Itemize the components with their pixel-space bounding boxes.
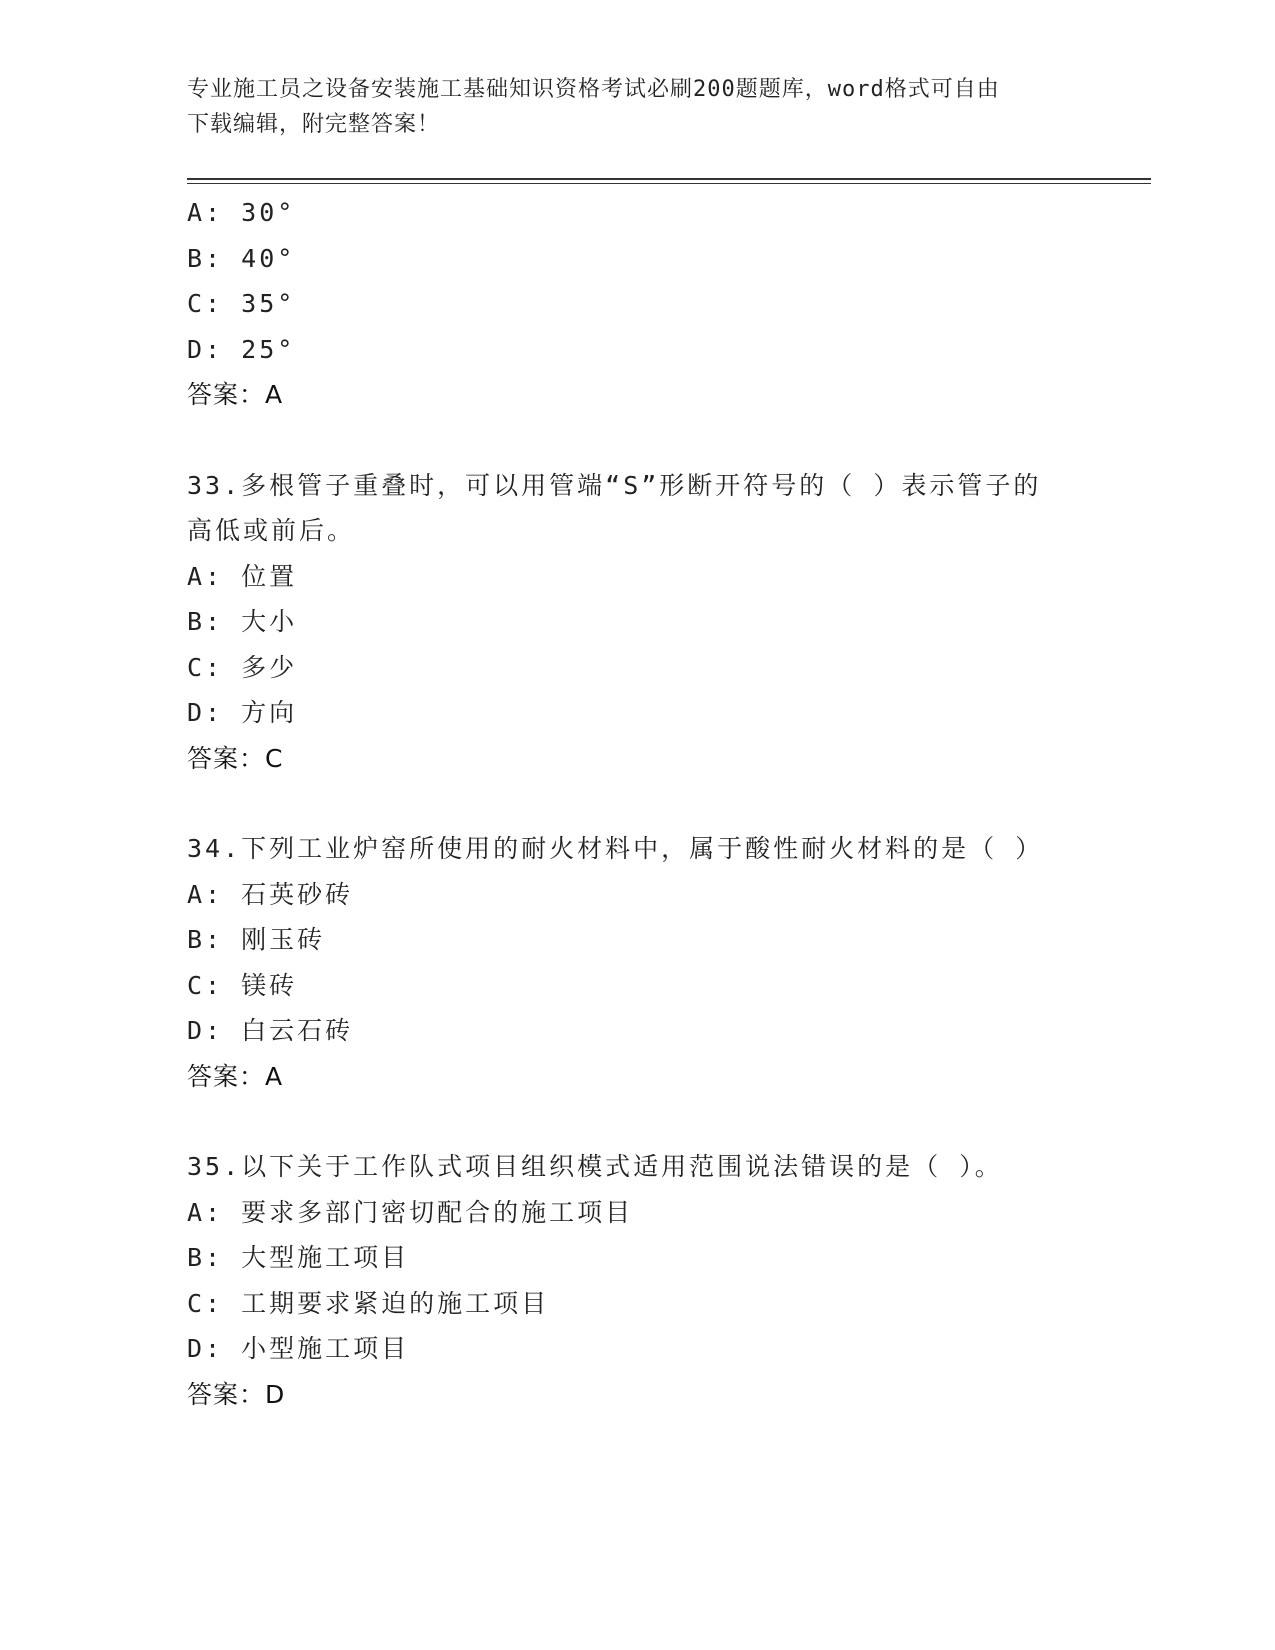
option-c: C: 35°	[187, 289, 296, 318]
option-a: A: 30°	[187, 198, 296, 227]
header-line-2: 下载编辑，附完整答案！	[187, 112, 441, 137]
header-rule-thick	[187, 178, 1151, 180]
option-d: D: 白云石砖	[187, 1016, 354, 1045]
question-stem-continued: 高低或前后。	[187, 516, 356, 545]
option-c: C: 多少	[187, 652, 298, 682]
question-gap	[187, 781, 1087, 826]
option-c: C: 镁砖	[187, 970, 298, 1000]
option-d: D: 小型施工项目	[187, 1334, 410, 1363]
option-a: A: 要求多部门密切配合的施工项目	[187, 1197, 634, 1227]
question-stem: 33.多根管子重叠时，可以用管端“S”形断开符号的（ ）表示管子的	[187, 470, 1042, 500]
header-line-1: 专业施工员之设备安装施工基础知识资格考试必刷200题题库，word格式可自由	[187, 77, 1000, 102]
answer-line: 答案：C	[187, 743, 284, 773]
question-list	[187, 190, 1087, 1417]
option-a: A: 位置	[187, 561, 298, 591]
option-d: D: 方向	[187, 698, 298, 727]
option-c: C: 工期要求紧迫的施工项目	[187, 1288, 550, 1318]
option-b: B: 大型施工项目	[187, 1243, 410, 1272]
option-b: B: 40°	[187, 243, 296, 273]
header-rule-thin	[187, 183, 1151, 184]
answer-line: 答案：A	[187, 380, 284, 409]
question-stem: 35.以下关于工作队式项目组织模式适用范围说法错误的是（ ）。	[187, 1152, 1003, 1181]
option-b: B: 大小	[187, 607, 298, 636]
option-a: A: 石英砂砖	[187, 879, 354, 909]
option-d: D: 25°	[187, 334, 296, 364]
option-b: B: 刚玉砖	[187, 925, 326, 954]
answer-line: 答案：D	[187, 1379, 286, 1409]
question-gap	[187, 1099, 1087, 1144]
question-stem: 34.下列工业炉窑所使用的耐火材料中，属于酸性耐火材料的是（ ）	[187, 834, 1044, 863]
question-32-continued	[187, 190, 1087, 418]
document-header	[187, 72, 1067, 142]
question-35	[187, 1144, 1087, 1417]
question-34	[187, 826, 1087, 1099]
question-33	[187, 463, 1087, 782]
answer-line: 答案：A	[187, 1061, 284, 1091]
question-gap	[187, 418, 1087, 463]
